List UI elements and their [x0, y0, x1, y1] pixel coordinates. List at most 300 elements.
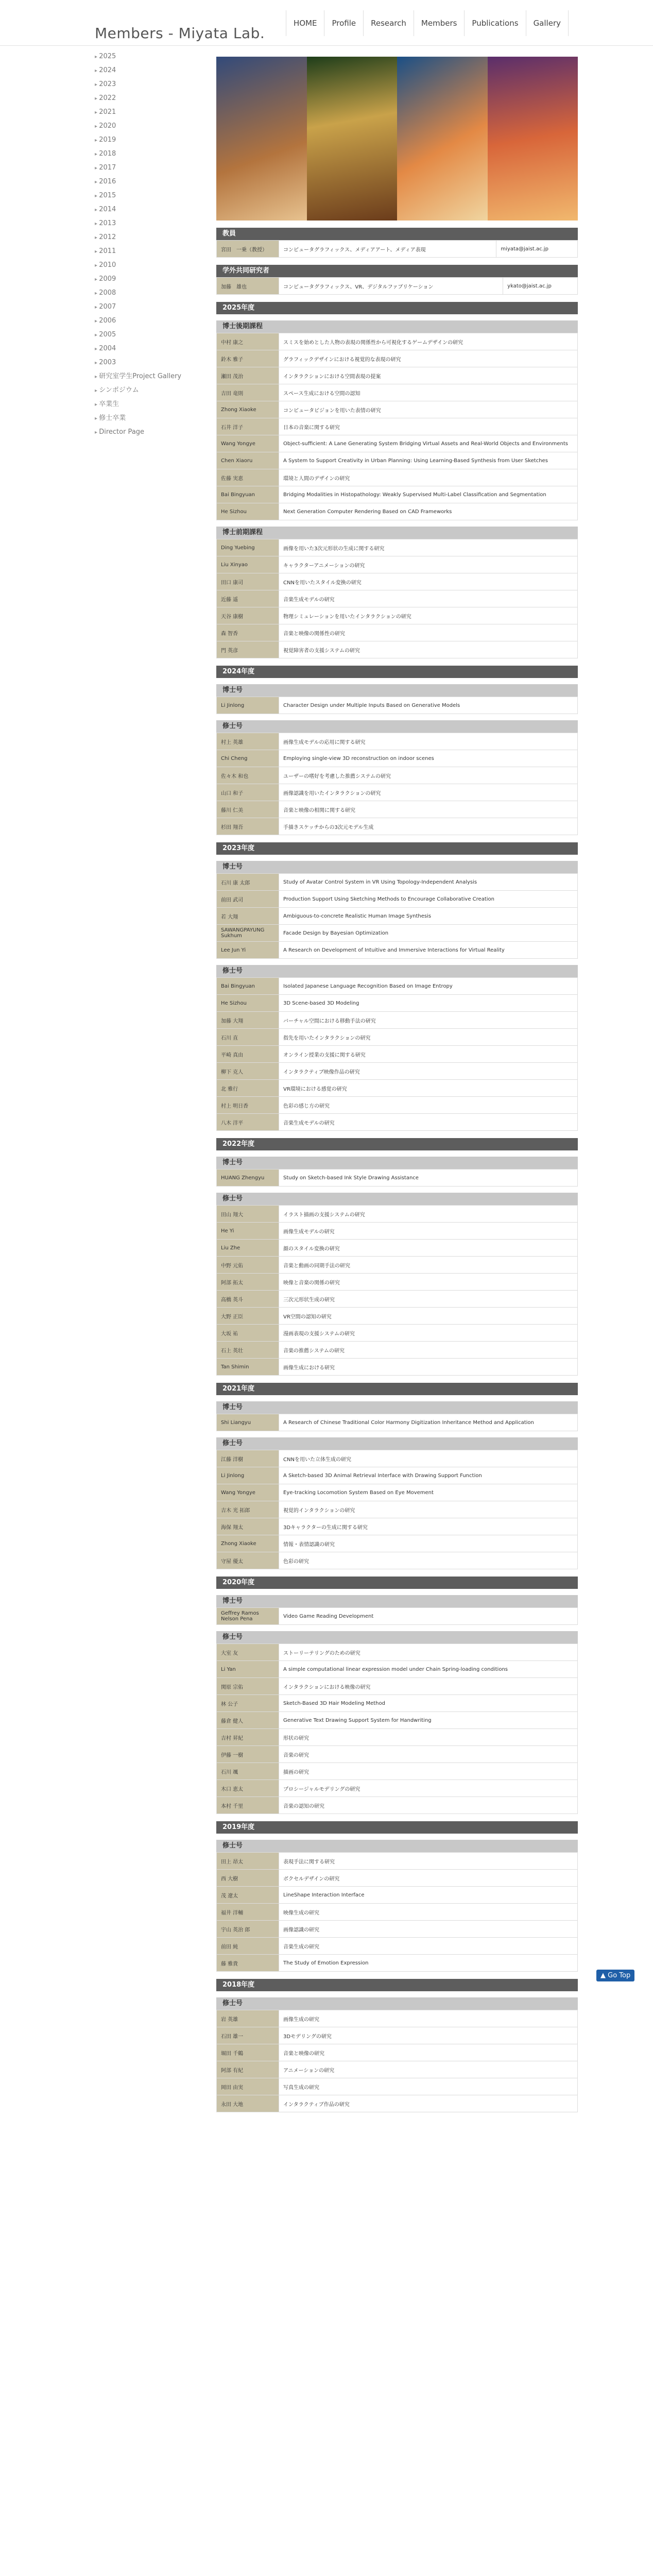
sidebar-year-link[interactable]: 2022 [99, 94, 116, 102]
member-table [216, 333, 578, 520]
member-name: 阿部 有紀 [217, 2061, 279, 2078]
section-header: 2023年度 [216, 842, 578, 855]
member-name: 北 雅行 [217, 1080, 279, 1097]
subsection-header: 修士号 [216, 1631, 578, 1643]
research-topic: 画像認識の研究 [279, 1921, 578, 1938]
subsection-header: 修士号 [216, 1997, 578, 2010]
sidebar-year-link[interactable]: 2014 [99, 206, 116, 213]
research-topic: Video Game Reading Development [279, 1608, 578, 1625]
member-name: 海保 翔太 [217, 1518, 279, 1535]
sidebar [95, 49, 208, 439]
member-row [217, 750, 578, 767]
sidebar-item-year [95, 355, 208, 369]
sidebar-year-link[interactable]: 2015 [99, 192, 116, 199]
research-topic: オンライン授業の支援に関する研究 [279, 1046, 578, 1063]
research-topic: A Research on Development of Intuitive and Immersive Interactions for Virtual Reality [279, 942, 578, 959]
research-topic: 情報・表情認識の研究 [279, 1535, 578, 1552]
research-topic: Character Design under Multiple Inputs Based on Generative Models [279, 697, 578, 714]
sidebar-year-link[interactable]: 2016 [99, 178, 116, 185]
research-topic: グラフィックデザインにおける視覚的な表現の研究 [279, 350, 578, 367]
member-table [216, 1169, 578, 1187]
member-name: 宇山 英治 郎 [217, 1921, 279, 1938]
member-name: 前田 武司 [217, 891, 279, 908]
research-topic: 画像を用いた3次元形状の生成に関する研究 [279, 539, 578, 556]
sidebar-year-link[interactable]: 2025 [99, 53, 116, 60]
subsection-header: 修士号 [216, 965, 578, 977]
research-topic: インタラクションにおける映像の研究 [279, 1678, 578, 1695]
member-photo [488, 57, 578, 221]
sidebar-item-year [95, 175, 208, 189]
subsection-header: 修士号 [216, 1193, 578, 1205]
sidebar-item-link [95, 383, 208, 397]
member-name: 石川 颯 [217, 1763, 279, 1780]
sidebar-year-link[interactable]: 2007 [99, 303, 116, 311]
member-name: Tan Shimin [217, 1359, 279, 1376]
research-topic: コンピュータグラフィックス、VR、デジタルファブリケーション [279, 278, 503, 295]
sidebar-link[interactable]: 卒業生 [99, 400, 119, 408]
member-row [217, 1359, 578, 1376]
member-row [217, 733, 578, 750]
member-name: 藤 雅貴 [217, 1955, 279, 1972]
member-row [217, 503, 578, 520]
research-topic: Employing single-view 3D reconstruction on indoor scenes [279, 750, 578, 767]
sidebar-year-link[interactable]: 2020 [99, 122, 116, 130]
nav-publications[interactable]: Publications [465, 10, 526, 36]
member-name: 村上 明日香 [217, 1097, 279, 1114]
member-name: 吉田 竜則 [217, 384, 279, 401]
member-name: 本村 千里 [217, 1797, 279, 1814]
nav-gallery[interactable]: Gallery [526, 10, 569, 36]
nav-members[interactable]: Members [414, 10, 465, 36]
member-name: 加藤 雄也 [217, 278, 279, 295]
member-row [217, 1678, 578, 1695]
member-name: 瀬田 茂治 [217, 367, 279, 384]
member-name: 加藤 大翔 [217, 1012, 279, 1029]
member-row [217, 1046, 578, 1063]
member-row [217, 2078, 578, 2095]
member-name: 門 英彦 [217, 641, 279, 658]
member-row [217, 1904, 578, 1921]
member-name: HUANG Zhengyu [217, 1170, 279, 1187]
sidebar-year-link[interactable]: 2018 [99, 150, 116, 158]
member-row [217, 2010, 578, 2027]
member-row [217, 697, 578, 714]
member-email: miyata@jaist.ac.jp [496, 241, 578, 258]
member-name: Wang Yongye [217, 1484, 279, 1501]
member-name: 岩 英雄 [217, 2010, 279, 2027]
member-row [217, 556, 578, 573]
member-table [216, 1205, 578, 1376]
sidebar-year-link[interactable]: 2003 [99, 359, 116, 366]
member-table [216, 733, 578, 835]
research-topic: 画像生成モデルの応用に関する研究 [279, 733, 578, 750]
member-row [217, 1608, 578, 1625]
section-header: 2024年度 [216, 666, 578, 678]
member-row [217, 1695, 578, 1712]
member-name: 阿部 拓太 [217, 1274, 279, 1291]
member-row [217, 350, 578, 367]
member-name: 前田 純 [217, 1938, 279, 1955]
member-name: 吉村 昇紀 [217, 1729, 279, 1746]
member-name: 天谷 康樹 [217, 607, 279, 624]
sidebar-item-year [95, 314, 208, 328]
member-name: 大室 友 [217, 1644, 279, 1661]
member-row [217, 1870, 578, 1887]
sidebar-link[interactable]: 研究室学生Project Gallery [99, 372, 182, 380]
member-row [217, 1484, 578, 1501]
member-table [216, 2010, 578, 2112]
member-row [217, 1746, 578, 1763]
sidebar-year-link[interactable]: 2013 [99, 219, 116, 227]
research-topic: Facade Design by Bayesian Optimization [279, 925, 578, 942]
member-table [216, 873, 578, 959]
member-name: Chen Xiaoru [217, 452, 279, 469]
member-name: 高橋 英斗 [217, 1291, 279, 1308]
member-row [217, 1763, 578, 1780]
member-name: 佐々木 和也 [217, 767, 279, 784]
member-name: 石井 洋子 [217, 418, 279, 435]
research-topic: 画像生成モデルの研究 [279, 1223, 578, 1240]
section-header: 2018年度 [216, 1979, 578, 1991]
member-row [217, 1644, 578, 1661]
research-topic: CNNを用いた立体生成の研究 [279, 1450, 578, 1467]
member-row [217, 1712, 578, 1729]
sidebar-item-year [95, 189, 208, 202]
member-row [217, 908, 578, 925]
research-topic: 画像生成の研究 [279, 2010, 578, 2027]
member-name: 西 大樹 [217, 1870, 279, 1887]
research-topic: 色彩の感じ方の研究 [279, 1097, 578, 1114]
research-topic: The Study of Emotion Expression [279, 1955, 578, 1972]
research-topic: 視覚的インタラクションの研究 [279, 1501, 578, 1518]
member-name: 山口 和子 [217, 784, 279, 801]
member-row [217, 241, 578, 258]
research-topic: Study on Sketch-based Ink Style Drawing Assistance [279, 1170, 578, 1187]
member-sections [216, 228, 578, 2112]
member-name: Li Jinlong [217, 697, 279, 714]
member-row [217, 1955, 578, 1972]
member-name: 平崎 真由 [217, 1046, 279, 1063]
research-topic: コンピュータビジョンを用いた表情の研究 [279, 401, 578, 418]
member-row [217, 1780, 578, 1797]
subsection-header: 博士後期課程 [216, 320, 578, 333]
research-topic: アニメーションの研究 [279, 2061, 578, 2078]
sidebar-year-link[interactable]: 2023 [99, 80, 116, 88]
sidebar-link[interactable]: 修士卒業 [99, 414, 126, 422]
research-topic: 視覚障害者の支援システムの研究 [279, 641, 578, 658]
subsection-header: 博士号 [216, 684, 578, 697]
member-name: 中村 康之 [217, 333, 279, 350]
member-row [217, 2095, 578, 2112]
member-name: 中野 元佑 [217, 1257, 279, 1274]
member-name: Li Yan [217, 1661, 279, 1678]
subsection-header: 修士号 [216, 1437, 578, 1450]
member-table [216, 277, 578, 295]
member-row [217, 1729, 578, 1746]
sidebar-item-link [95, 369, 208, 383]
sidebar-year-link[interactable]: 2008 [99, 289, 116, 297]
member-name: 八木 洋平 [217, 1114, 279, 1131]
nav-home[interactable]: HOME [286, 10, 325, 36]
member-row [217, 641, 578, 658]
member-table [216, 1643, 578, 1814]
research-topic: 顔のスタイル変換の研究 [279, 1240, 578, 1257]
research-topic: Sketch-Based 3D Hair Modeling Method [279, 1695, 578, 1712]
research-topic: スペース生成における空間の認知 [279, 384, 578, 401]
sidebar-item-year [95, 244, 208, 258]
member-row [217, 1921, 578, 1938]
sidebar-item-year [95, 202, 208, 216]
member-row [217, 1467, 578, 1484]
sidebar-year-link[interactable]: 2005 [99, 331, 116, 338]
member-name: 石上 英壮 [217, 1342, 279, 1359]
research-topic: LineShape Interaction Interface [279, 1887, 578, 1904]
research-topic: Eye-tracking Locomotion System Based on Eye Movement [279, 1484, 578, 1501]
sidebar-item-year [95, 258, 208, 272]
research-topic: A System to Support Creativity in Urban Planning: Using Learning-Based Synthesis from User Sketches [279, 452, 578, 469]
research-topic: インタラクティブ映像作品の研究 [279, 1063, 578, 1080]
sidebar-year-link[interactable]: 2004 [99, 345, 116, 352]
member-name: 林 公子 [217, 1695, 279, 1712]
member-name: 岡田 由実 [217, 2078, 279, 2095]
member-name: 石川 直 [217, 1029, 279, 1046]
member-name: 堀田 千鶴 [217, 2044, 279, 2061]
research-topic: 映像生成の研究 [279, 1904, 578, 1921]
sidebar-link[interactable]: シンポジウム [99, 386, 139, 394]
member-name: 石田 雄一 [217, 2027, 279, 2044]
research-topic: A Sketch-based 3D Animal Retrieval Interface with Drawing Support Function [279, 1467, 578, 1484]
member-name: Bai Bingyuan [217, 486, 279, 503]
member-row [217, 624, 578, 641]
member-name: He Yi [217, 1223, 279, 1240]
subsection-header: 博士号 [216, 1401, 578, 1414]
research-topic: Bridging Modalities in Histopathology: Weakly Supervised Multi-Label Classification and Segmentation [279, 486, 578, 503]
sidebar-year-link[interactable]: 2017 [99, 164, 116, 172]
member-table [216, 1450, 578, 1569]
sidebar-list [95, 49, 208, 439]
member-row [217, 1501, 578, 1518]
main-nav [286, 10, 569, 36]
nav-research[interactable]: Research [364, 10, 414, 36]
member-row [217, 384, 578, 401]
member-name: 近藤 遥 [217, 590, 279, 607]
member-name: 藤川 仁美 [217, 801, 279, 818]
member-row [217, 1661, 578, 1678]
sidebar-year-link[interactable]: 2019 [99, 136, 116, 144]
research-topic: 3Dキャラクターの生成に関する研究 [279, 1518, 578, 1535]
member-name: 村上 英雄 [217, 733, 279, 750]
research-topic: Study of Avatar Control System in VR Using Topology-Independent Analysis [279, 874, 578, 891]
section-header: 2021年度 [216, 1383, 578, 1395]
sidebar-year-link[interactable]: 2021 [99, 108, 116, 116]
member-row [217, 1012, 578, 1029]
member-table [216, 977, 578, 1131]
research-topic: Isolated Japanese Language Recognition Based on Image Entropy [279, 978, 578, 995]
research-topic: Generative Text Drawing Support System for Handwriting [279, 1712, 578, 1729]
member-name: 佐藤 実恵 [217, 469, 279, 486]
sidebar-item-year [95, 119, 208, 133]
member-name: 木口 恵太 [217, 1780, 279, 1797]
member-row [217, 784, 578, 801]
member-name: 関原 宗佑 [217, 1678, 279, 1695]
research-topic: 色彩の研究 [279, 1552, 578, 1569]
sidebar-item-year [95, 91, 208, 105]
member-name: 柳下 克人 [217, 1063, 279, 1080]
member-name: Lee Jun Yi [217, 942, 279, 959]
sidebar-item-year [95, 342, 208, 355]
research-topic: Object-sufficient: A Lane Generating System Bridging Virtual Assets and Real-World Objects and Environments [279, 435, 578, 452]
sidebar-item-year [95, 63, 208, 77]
sidebar-item-year [95, 147, 208, 161]
sidebar-item-link [95, 425, 208, 439]
research-topic: プロシージャルモデリングの研究 [279, 1780, 578, 1797]
member-name: 福井 洋輔 [217, 1904, 279, 1921]
research-topic: 音楽と映像の研究 [279, 2044, 578, 2061]
member-name: Geffrey Ramos Nelson Pena [217, 1608, 279, 1625]
member-table [216, 539, 578, 658]
research-topic: インタラクティブ作品の研究 [279, 2095, 578, 2112]
member-table [216, 1607, 578, 1625]
research-topic: A Research of Chinese Traditional Color Harmony Digitization Inheritance Method and Application [279, 1414, 578, 1431]
member-row [217, 874, 578, 891]
research-topic: ボクセルデザインの研究 [279, 1870, 578, 1887]
member-name: 宮田 一乗（教授） [217, 241, 279, 258]
member-name: 伊藤 一樹 [217, 1746, 279, 1763]
research-topic: スミスを始めとした人物の表現の関係性から可視化するゲームデザインの研究 [279, 333, 578, 350]
research-topic: 画像認識を用いたインタラクションの研究 [279, 784, 578, 801]
member-row [217, 942, 578, 959]
research-topic: コンピュータグラフィックス、メディアアート、メディア表現 [279, 241, 496, 258]
member-row [217, 469, 578, 486]
member-email: ykato@jaist.ac.jp [503, 278, 578, 295]
member-name: 吉木 光 拓郎 [217, 1501, 279, 1518]
member-row [217, 1080, 578, 1097]
research-topic: イラスト描画の支援システムの研究 [279, 1206, 578, 1223]
member-name: Liu Xinyao [217, 556, 279, 573]
member-row [217, 333, 578, 350]
sidebar-link[interactable]: Director Page [99, 428, 145, 436]
member-row [217, 1097, 578, 1114]
member-name: SAWANGPAYUNG Sukhum [217, 925, 279, 942]
member-photo [216, 57, 307, 221]
member-row [217, 401, 578, 418]
research-topic: バーチャル空間における移動手法の研究 [279, 1012, 578, 1029]
member-photo [397, 57, 488, 221]
section-header: 2022年度 [216, 1138, 578, 1150]
member-row [217, 573, 578, 590]
research-topic: 音楽生成モデルの研究 [279, 590, 578, 607]
sidebar-item-year [95, 161, 208, 175]
member-name: 茂 遼太 [217, 1887, 279, 1904]
research-topic: 手描きスケッチからの3次元モデル生成 [279, 818, 578, 835]
member-name: 江藤 洋樹 [217, 1450, 279, 1467]
member-row [217, 590, 578, 607]
sidebar-item-link [95, 411, 208, 425]
subsection-header: 博士号 [216, 861, 578, 873]
member-row [217, 1887, 578, 1904]
research-topic: キャラクターアニメーションの研究 [279, 556, 578, 573]
research-topic: 指先を用いたインタラクションの研究 [279, 1029, 578, 1046]
member-row [217, 1325, 578, 1342]
sidebar-year-link[interactable]: 2010 [99, 261, 116, 269]
research-topic: ユーザーの嗜好を考慮した推薦システムの研究 [279, 767, 578, 784]
member-name: 藤倉 健人 [217, 1712, 279, 1729]
member-name: Shi Liangyu [217, 1414, 279, 1431]
sidebar-year-link[interactable]: 2024 [99, 66, 116, 74]
subsection-header: 博士号 [216, 1595, 578, 1607]
member-name: He Sizhou [217, 503, 279, 520]
research-topic: 音楽の認知の研究 [279, 1797, 578, 1814]
member-row [217, 1240, 578, 1257]
research-topic: A simple computational linear expression model under Chain Spring-loading conditions [279, 1661, 578, 1678]
research-topic: CNNを用いたスタイル変換の研究 [279, 573, 578, 590]
site-header [0, 0, 653, 46]
member-row [217, 2061, 578, 2078]
member-name: 永田 大地 [217, 2095, 279, 2112]
nav-profile[interactable]: Profile [324, 10, 364, 36]
subsection-header: 博士号 [216, 1157, 578, 1169]
member-row [217, 1450, 578, 1467]
member-row [217, 1938, 578, 1955]
research-topic: ストーリーテリングのための研究 [279, 1644, 578, 1661]
member-name: 若 大翔 [217, 908, 279, 925]
member-row [217, 891, 578, 908]
member-table [216, 697, 578, 714]
go-top-button[interactable]: ▲ Go Top [596, 1970, 634, 1981]
sidebar-year-link[interactable]: 2011 [99, 247, 116, 255]
research-topic: 音楽の推薦システムの研究 [279, 1342, 578, 1359]
research-topic: 音楽の研究 [279, 1746, 578, 1763]
sidebar-item-year [95, 328, 208, 342]
member-row [217, 418, 578, 435]
sidebar-item-link [95, 397, 208, 411]
research-topic: 形状の研究 [279, 1729, 578, 1746]
research-topic: 写真生成の研究 [279, 2078, 578, 2095]
research-topic: 3D Scene-based 3D Modeling [279, 995, 578, 1012]
research-topic: Production Support Using Sketching Methods to Encourage Collaborative Creation [279, 891, 578, 908]
sidebar-year-link[interactable]: 2006 [99, 317, 116, 325]
member-row [217, 978, 578, 995]
research-topic: Ambiguous-to-concrete Realistic Human Image Synthesis [279, 908, 578, 925]
member-row [217, 1206, 578, 1223]
sidebar-item-year [95, 105, 208, 119]
sidebar-item-year [95, 300, 208, 314]
member-row [217, 1853, 578, 1870]
research-topic: 画像生成における研究 [279, 1359, 578, 1376]
sidebar-year-link[interactable]: 2009 [99, 275, 116, 283]
member-row [217, 367, 578, 384]
member-name: 鈴木 雅子 [217, 350, 279, 367]
member-name: Liu Zhe [217, 1240, 279, 1257]
member-row [217, 1029, 578, 1046]
subsection-header: 修士号 [216, 1840, 578, 1852]
member-row [217, 1257, 578, 1274]
member-table [216, 1414, 578, 1431]
sidebar-item-year [95, 272, 208, 286]
research-topic: 3Dモデリングの研究 [279, 2027, 578, 2044]
research-topic: Next Generation Computer Rendering Based on CAD Frameworks [279, 503, 578, 520]
member-name: He Sizhou [217, 995, 279, 1012]
research-topic: 日本の音楽に関する研究 [279, 418, 578, 435]
research-topic: 漫画表現の支援システムの研究 [279, 1325, 578, 1342]
site-title: Members - Miyata Lab. [95, 25, 265, 42]
member-name: 田上 昂太 [217, 1853, 279, 1870]
section-header: 学外共同研究者 [216, 265, 578, 277]
sidebar-item-year [95, 49, 208, 63]
member-row [217, 1518, 578, 1535]
sidebar-year-link[interactable]: 2012 [99, 233, 116, 241]
subsection-header: 博士前期課程 [216, 527, 578, 539]
